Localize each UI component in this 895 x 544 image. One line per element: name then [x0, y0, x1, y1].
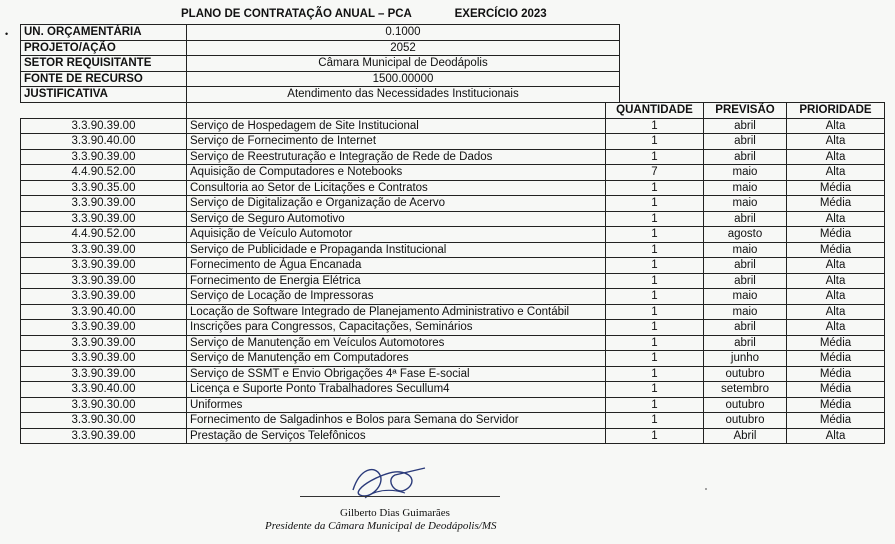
forecast-month: abril	[704, 320, 787, 336]
priority: Média	[787, 397, 885, 413]
priority: Alta	[787, 149, 885, 165]
plan-title: PLANO DE CONTRATAÇÃO ANUAL – PCA	[181, 8, 412, 20]
budget-code: 3.3.90.39.00	[21, 428, 187, 444]
quantity: 1	[606, 211, 704, 227]
quantity: 1	[606, 227, 704, 243]
priority: Média	[787, 196, 885, 212]
info-value: 0.1000	[187, 25, 620, 41]
item-description: Prestação de Serviços Telefônicos	[187, 428, 606, 444]
quantity: 1	[606, 118, 704, 134]
scan-speck	[705, 488, 707, 490]
budget-code: 3.3.90.35.00	[21, 180, 187, 196]
priority: Média	[787, 366, 885, 382]
priority: Média	[787, 227, 885, 243]
priority: Alta	[787, 428, 885, 444]
priority: Alta	[787, 134, 885, 150]
item-description: Serviço de Manutenção em Veículos Automotores	[187, 335, 606, 351]
quantity: 1	[606, 413, 704, 429]
forecast-month: abril	[704, 149, 787, 165]
budget-code: 3.3.90.39.00	[21, 320, 187, 336]
budget-code: 3.3.90.40.00	[21, 304, 187, 320]
header-priority: PRIORIDADE	[787, 103, 885, 119]
quantity: 1	[606, 382, 704, 398]
item-description: Consultoria ao Setor de Licitações e Contratos	[187, 180, 606, 196]
items-table	[20, 102, 885, 444]
table-row	[21, 289, 885, 305]
quantity: 1	[606, 180, 704, 196]
item-description: Fornecimento de Energia Elétrica	[187, 273, 606, 289]
quantity: 1	[606, 134, 704, 150]
item-description: Fornecimento de Salgadinhos e Bolos para Semana do Servidor	[187, 413, 606, 429]
table-row	[21, 165, 885, 181]
budget-code: 3.3.90.39.00	[21, 366, 187, 382]
budget-code: 3.3.90.39.00	[21, 196, 187, 212]
quantity: 1	[606, 258, 704, 274]
margin-mark: •	[5, 29, 9, 39]
forecast-month: maio	[704, 304, 787, 320]
quantity: 1	[606, 320, 704, 336]
quantity: 1	[606, 397, 704, 413]
item-description: Serviço de Publicidade e Propaganda Institucional	[187, 242, 606, 258]
table-row	[21, 180, 885, 196]
priority: Média	[787, 335, 885, 351]
table-row	[21, 304, 885, 320]
info-key: UN. ORÇAMENTÁRIA	[21, 25, 187, 41]
info-value: 1500.00000	[187, 71, 620, 87]
table-row	[21, 211, 885, 227]
forecast-month: agosto	[704, 227, 787, 243]
signature-line	[300, 496, 500, 497]
budget-code: 3.3.90.39.00	[21, 335, 187, 351]
forecast-month: outubro	[704, 366, 787, 382]
forecast-month: outubro	[704, 413, 787, 429]
table-row	[21, 196, 885, 212]
info-key: SETOR REQUISITANTE	[21, 56, 187, 72]
table-row	[21, 320, 885, 336]
info-key: FONTE DE RECURSO	[21, 71, 187, 87]
item-description: Licença e Suporte Ponto Trabalhadores Secullum4	[187, 382, 606, 398]
table-row	[21, 227, 885, 243]
table-row	[21, 134, 885, 150]
info-table	[20, 24, 620, 103]
budget-code: 3.3.90.39.00	[21, 242, 187, 258]
table-row	[21, 366, 885, 382]
table-row	[21, 351, 885, 367]
priority: Alta	[787, 165, 885, 181]
quantity: 1	[606, 149, 704, 165]
header-blank	[21, 103, 187, 119]
signatory-role: Presidente da Câmara Municipal de Deodápolis/MS	[265, 520, 497, 532]
item-description: Serviço de SSMT e Envio Obrigações 4ª Fase E-social	[187, 366, 606, 382]
priority: Alta	[787, 273, 885, 289]
item-description: Serviço de Locação de Impressoras	[187, 289, 606, 305]
info-row	[21, 71, 620, 87]
info-row	[21, 87, 620, 103]
quantity: 1	[606, 242, 704, 258]
forecast-month: junho	[704, 351, 787, 367]
forecast-month: abril	[704, 118, 787, 134]
budget-code: 4.4.90.52.00	[21, 165, 187, 181]
item-description: Aquisição de Computadores e Notebooks	[187, 165, 606, 181]
quantity: 1	[606, 428, 704, 444]
budget-code: 3.3.90.39.00	[21, 273, 187, 289]
forecast-month: maio	[704, 196, 787, 212]
handwritten-signature	[345, 460, 435, 505]
item-description: Serviço de Reestruturação e Integração de Rede de Dados	[187, 149, 606, 165]
header-quantity: QUANTIDADE	[606, 103, 704, 119]
quantity: 1	[606, 351, 704, 367]
info-value: Atendimento das Necessidades Institucionais	[187, 87, 620, 103]
info-value: 2052	[187, 40, 620, 56]
table-row	[21, 118, 885, 134]
item-description: Serviço de Manutenção em Computadores	[187, 351, 606, 367]
info-value: Câmara Municipal de Deodápolis	[187, 56, 620, 72]
quantity: 1	[606, 289, 704, 305]
item-description: Serviço de Hospedagem de Site Institucional	[187, 118, 606, 134]
quantity: 1	[606, 196, 704, 212]
item-description: Serviço de Seguro Automotivo	[187, 211, 606, 227]
forecast-month: abril	[704, 273, 787, 289]
forecast-month: maio	[704, 180, 787, 196]
table-row	[21, 397, 885, 413]
item-description: Uniformes	[187, 397, 606, 413]
quantity: 7	[606, 165, 704, 181]
forecast-month: setembro	[704, 382, 787, 398]
priority: Média	[787, 382, 885, 398]
table-row	[21, 273, 885, 289]
info-row	[21, 56, 620, 72]
budget-code: 3.3.90.39.00	[21, 258, 187, 274]
budget-code: 3.3.90.40.00	[21, 382, 187, 398]
budget-code: 3.3.90.39.00	[21, 211, 187, 227]
budget-code: 3.3.90.39.00	[21, 289, 187, 305]
document-title	[181, 8, 547, 20]
forecast-month: maio	[704, 242, 787, 258]
item-description: Fornecimento de Água Encanada	[187, 258, 606, 274]
signatory-name: Gilberto Dias Guimarães	[340, 507, 450, 519]
forecast-month: maio	[704, 289, 787, 305]
forecast-month: abril	[704, 258, 787, 274]
priority: Média	[787, 351, 885, 367]
exercise-year: EXERCÍCIO 2023	[454, 8, 547, 20]
header-forecast: PREVISÃO	[704, 103, 787, 119]
forecast-month: abril	[704, 134, 787, 150]
table-row	[21, 382, 885, 398]
info-row	[21, 40, 620, 56]
quantity: 1	[606, 304, 704, 320]
forecast-month: maio	[704, 165, 787, 181]
info-key: PROJETO/AÇÃO	[21, 40, 187, 56]
budget-code: 3.3.90.39.00	[21, 351, 187, 367]
priority: Alta	[787, 118, 885, 134]
priority: Alta	[787, 211, 885, 227]
table-row	[21, 335, 885, 351]
priority: Média	[787, 413, 885, 429]
item-description: Inscrições para Congressos, Capacitações, Seminários	[187, 320, 606, 336]
forecast-month: abril	[704, 211, 787, 227]
forecast-month: abril	[704, 335, 787, 351]
info-row	[21, 25, 620, 41]
quantity: 1	[606, 335, 704, 351]
priority: Alta	[787, 320, 885, 336]
table-header-row	[21, 103, 885, 119]
header-blank-desc	[187, 103, 606, 119]
budget-code: 3.3.90.39.00	[21, 149, 187, 165]
budget-code: 3.3.90.30.00	[21, 397, 187, 413]
forecast-month: Abril	[704, 428, 787, 444]
priority: Alta	[787, 258, 885, 274]
budget-code: 3.3.90.39.00	[21, 118, 187, 134]
table-row	[21, 149, 885, 165]
quantity: 1	[606, 366, 704, 382]
priority: Alta	[787, 304, 885, 320]
quantity: 1	[606, 273, 704, 289]
budget-code: 4.4.90.52.00	[21, 227, 187, 243]
table-row	[21, 413, 885, 429]
forecast-month: outubro	[704, 397, 787, 413]
table-row	[21, 428, 885, 444]
item-description: Serviço de Fornecimento de Internet	[187, 134, 606, 150]
item-description: Locação de Software Integrado de Planejamento Administrativo e Contábil	[187, 304, 606, 320]
budget-code: 3.3.90.30.00	[21, 413, 187, 429]
priority: Alta	[787, 289, 885, 305]
budget-code: 3.3.90.40.00	[21, 134, 187, 150]
priority: Média	[787, 242, 885, 258]
table-row	[21, 258, 885, 274]
item-description: Aquisição de Veículo Automotor	[187, 227, 606, 243]
info-key: JUSTIFICATIVA	[21, 87, 187, 103]
table-row	[21, 242, 885, 258]
priority: Média	[787, 180, 885, 196]
item-description: Serviço de Digitalização e Organização de Acervo	[187, 196, 606, 212]
